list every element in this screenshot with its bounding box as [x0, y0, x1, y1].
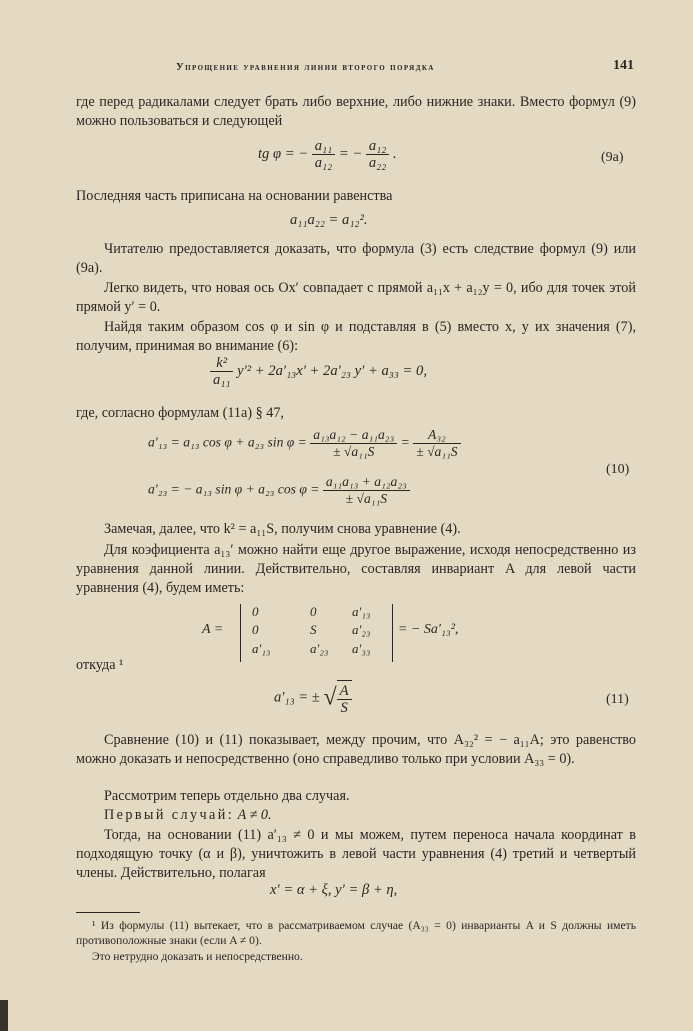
paragraph-13: Тогда, на основании (11) a′₁₃ ≠ 0 и мы можем, путем переноса начала координат в подходящую точку (α и β), уничтожить в левой части уравнения (4) третий и четвертый члены. Действительно, полагая [76, 827, 636, 881]
case-condition: A ≠ 0. [237, 807, 272, 823]
paragraph-3: Читателю предоставляется доказать, что формула (3) есть следствие формул (9) или (9a). [76, 241, 636, 276]
formula-substitution: x′ = α + ξ, y′ = β + η, [270, 882, 398, 898]
determinant-label: A = [202, 622, 224, 637]
paragraph-2: Последняя часть приписана на основании равенства [76, 188, 393, 204]
paragraph-5: Найдя таким образом cos φ и sin φ и подставляя в (5) вместо x, y их значения (7), получим, принимая во внимание (6): [76, 319, 636, 354]
formula-10b: a′₂₃ = − a₁₃ sin φ + a₂₃ cos φ = $\frac{\text{a₁₁a₁₃ + a₁₂a₂₃}}{\text{± √a₁₁S}}$ [148, 474, 410, 507]
formula-equality: a₁₁a₂₂ = a₁₂². [290, 212, 368, 228]
formula-reduced-equation: $\frac{\text{k²}}{\text{a₁₁}}$ y′² + 2a′₁₃x′ + 2a′₂₃ y′ + a₃₃ = 0, [210, 355, 427, 388]
paragraph-10: Сравнение (10) и (11) показывает, между прочим, что A₃₂² = − a₁₁A; это равенство можно доказать и непосредственно (оно справедливо только при условии A₃₃ = 0). [76, 732, 636, 767]
paragraph-7: Замечая, далее, что k² = a₁₁S, получим снова уравнение (4). [104, 521, 461, 537]
equation-number-10: (10) [606, 462, 630, 477]
formula-10a: a′₁₃ = a₁₃ cos φ + a₂₃ sin φ = $\frac{\text{a₁₃a₁₂ − a₁₁a₂₃}}{\text{± √a₁₁S}}$ = $\frac{\text{A₃₂}}{\text{± √a₁₁S}}$ [148, 427, 461, 460]
page-edge-shadow [0, 1000, 8, 1031]
determinant-left-bar [240, 604, 241, 662]
running-header-title: Упрощение уравнения линии второго порядка [176, 62, 435, 73]
paragraph-9: откуда ¹ [76, 657, 124, 673]
case-label: Первый случай: [104, 807, 235, 823]
determinant-cell: 0 [252, 604, 259, 619]
equation-number-9a: (9a) [601, 150, 624, 165]
determinant-cell: a′₂₃ [310, 641, 329, 656]
determinant-right-bar [392, 604, 393, 662]
footnote-separator [76, 912, 140, 913]
determinant-cell: a′₁₃ [252, 641, 271, 656]
determinant-rhs: = − Sa′₁₃², [398, 622, 459, 637]
footnote-2: Это нетрудно доказать и непосредственно. [92, 950, 303, 963]
determinant-cell: 0 [310, 604, 317, 619]
formula-9a: tg φ = − $\frac{\text{a₁₁}}{\text{a₁₂}}$ = − $\frac{\text{a₁₂}}{\text{a₂₂}}$ . [258, 138, 397, 171]
determinant-cell: a′₃₃ [352, 641, 371, 656]
formula-11: a′₁₃ = ± √ $\frac{A}{S}$ [274, 680, 352, 716]
paragraph-8: Для коэфициента a₁₃′ можно найти еще другое выражение, исходя непосредственно из уравнения данной линии. Действительно, составляя инвариант A для левой части уравнения (4), будем иметь: [76, 542, 636, 596]
determinant-cell: S [310, 622, 317, 637]
paragraph-4: Легко видеть, что новая ось Ox′ совпадает с прямой a₁₁x + a₁₂y = 0, ибо для точек этой прямой y′ = 0. [76, 280, 636, 315]
determinant-cell: a′₂₃ [352, 622, 371, 637]
paragraph-12 [76, 806, 636, 825]
footnote-1: ¹ Из формулы (11) вытекает, что в рассматриваемом случае (A₃₃ = 0) инварианты A и S должны иметь противоположные знаки (если A ≠ 0). [76, 919, 636, 947]
paragraph-6: где, согласно формулам (11a) § 47, [76, 405, 284, 421]
paragraph-11: Рассмотрим теперь отдельно два случая. [104, 788, 350, 804]
determinant-cell: 0 [252, 622, 259, 637]
paragraph-1: где перед радикалами следует брать либо верхние, либо нижние знаки. Вместо формул (9) можно пользоваться и следующей [76, 94, 636, 129]
determinant-cell: a′₁₃ [352, 604, 371, 619]
page-number: 141 [613, 58, 634, 73]
equation-number-11: (11) [606, 692, 629, 707]
